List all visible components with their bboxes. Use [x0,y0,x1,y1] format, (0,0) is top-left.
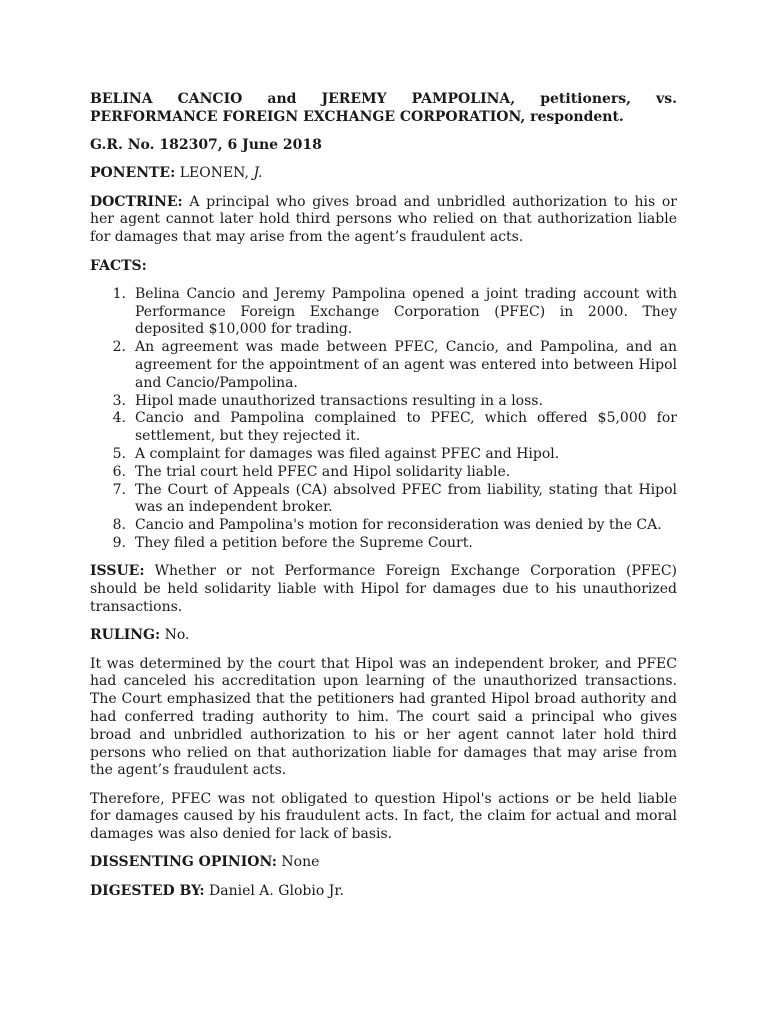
doctrine-text: A principal who gives broad and unbridled authorization to his or her agent cannot later hold third persons who relied on that authorization liable for damages that may arise from the agent’s fraudulent acts. [90,193,677,246]
list-item [90,535,677,553]
digest-author: Daniel A. Globio Jr. [209,882,344,899]
list-item-number: 7. [112,481,126,498]
list-item-text: The trial court held PFEC and Hipol solidarity liable. [135,463,511,480]
digest-line [90,883,677,901]
list-item [90,410,677,446]
ponente-label: PONENTE: [90,165,176,182]
gr-number: G.R. No. 182307, 6 June 2018 [90,137,322,154]
list-item [90,464,677,482]
ruling-line [90,627,677,645]
case-title-line-2: PERFORMANCE FOREIGN EXCHANGE CORPORATION, respondent. [90,108,624,125]
list-item-number: 8. [112,517,126,534]
list-item-text: Cancio and Pampolina's motion for reconsideration was denied by the CA. [135,517,662,534]
list-item-text: A complaint for damages was filed against PFEC and Hipol. [135,446,560,463]
dissent-line [90,854,677,872]
issue-paragraph [90,563,677,616]
list-item-text: Cancio and Pampolina complained to PFEC, which offered $5,000 for settlement, but they rejected it. [135,410,677,445]
ruling-paragraph-1: It was determined by the court that Hipol was an independent broker, and PFEC had canceled his accreditation upon learning of the unauthorized transactions. The Court emphasized that the petitioners had granted Hipol broad authority and had conferred trading authority to him. The court said a principal who gives broad and unbridled authorization to his or her agent cannot later hold third persons who relied on that authorization liable for damages that may arise from the agent’s fraudulent acts. [90,655,677,779]
dissent-label: DISSENTING OPINION: [90,854,277,871]
list-item-number: 9. [112,535,126,552]
ponente-name: LEONEN, [179,165,249,182]
list-item-number: 5. [112,446,126,463]
case-title [90,91,677,127]
ruling-text: No. [164,627,190,644]
dissent-text: None [281,854,320,871]
list-item-number: 4. [112,410,126,427]
list-item-text: They filed a petition before the Supreme Court. [135,535,473,552]
case-title-line-1: BELINA CANCIO and JEREMY PAMPOLINA, petitioners, vs. [90,91,677,107]
list-item [90,339,677,392]
list-item [90,517,677,535]
list-item-text: Belina Cancio and Jeremy Pampolina opened a joint trading account with Performance Foreign Exchange Corporation (PFEC) in 2000. They deposited $10,000 for trading. [135,285,677,338]
list-item-text: An agreement was made between PFEC, Cancio, and Pampolina, and an agreement for the appointment of an agent was entered into between Hipol and Cancio/Pampolina. [135,339,677,391]
list-item-number: 2. [112,339,126,356]
list-item-text: Hipol made unauthorized transactions resulting in a loss. [135,392,543,409]
list-item [90,393,677,411]
ruling-paragraph-2: Therefore, PFEC was not obligated to question Hipol's actions or be held liable for damages caused by his fraudulent acts. In fact, the claim for actual and moral damages was also denied for lack of basis. [90,790,677,843]
facts-heading: FACTS: [90,257,147,274]
issue-label: ISSUE: [90,563,145,580]
doctrine-label: DOCTRINE: [90,193,183,210]
facts-list [90,286,677,553]
list-item [90,446,677,464]
list-item-text: The Court of Appeals (CA) absolved PFEC from liability, stating that Hipol was an independent broker. [135,481,677,516]
list-item-number: 6. [112,463,126,480]
case-digest-page [90,91,677,911]
doctrine-paragraph [90,194,677,247]
issue-text: Whether or not Performance Foreign Exchange Corporation (PFEC) should be held solidarity liable with Hipol for damages due to his unauthorized transactions. [90,563,678,615]
list-item [90,482,677,518]
list-item-number: 3. [112,392,126,409]
ponente-line [90,165,677,183]
digest-label: DIGESTED BY: [90,882,205,899]
ponente-suffix: J. [253,165,263,182]
ruling-label: RULING: [90,627,161,644]
list-item-number: 1. [112,285,126,302]
list-item [90,286,677,339]
